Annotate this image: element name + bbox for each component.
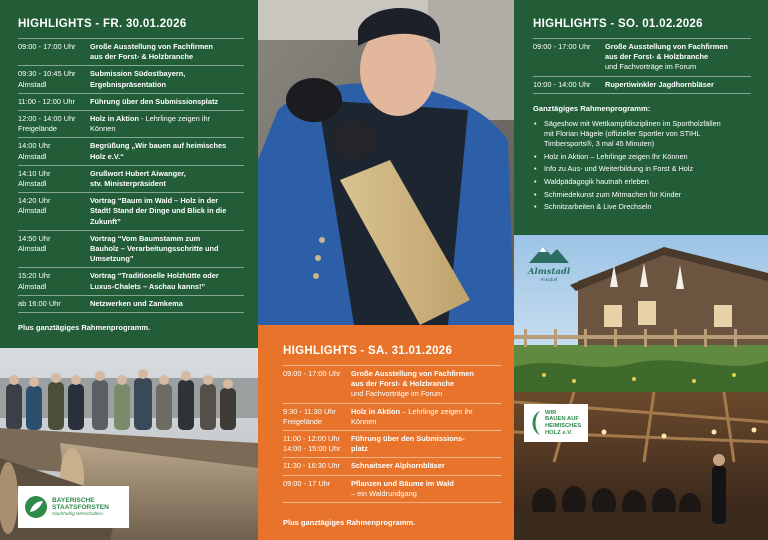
mountain-icon	[529, 243, 569, 263]
schedule-time: 11:30 - 16:30 Uhr	[283, 461, 340, 471]
schedule-event-title: Große Ausstellung von Fachfirmen aus der Forst- & Holzbranche	[351, 369, 474, 389]
schedule-row	[18, 295, 244, 313]
schedule-time: 09:00 - 17:00 Uhr	[18, 42, 76, 51]
schedule-event-title: Grußwort Hubert Aiwanger, stv. Ministerpräsident	[90, 168, 186, 189]
saturday-note: Plus ganztägiges Rahmenprogramm.	[283, 518, 416, 527]
schedule-row	[283, 475, 501, 503]
schedule-row	[18, 267, 244, 294]
friday-panel	[0, 0, 258, 348]
schedule-row	[18, 93, 244, 110]
schedule-time: 10:00 - 14:00 Uhr	[533, 79, 591, 89]
schedule-event-detail: – ein Waldrundgang	[351, 488, 417, 498]
schedule-event-title: Netzwerken und Zamkema	[90, 298, 183, 308]
schedule-event-detail: und Fachvorträge im Forum	[605, 62, 697, 72]
friday-note: Plus ganztägiges Rahmenprogramm.	[18, 323, 151, 332]
staatsforsten-leaf-icon	[24, 495, 48, 519]
schedule-row	[533, 76, 751, 94]
saturday-schedule	[283, 365, 501, 503]
schedule-event-title: Rupertiwinkler Jagdhornbläser	[605, 79, 714, 89]
saturday-panel	[258, 325, 514, 540]
schedule-event-title: Submission Südostbayern, Ergebnispräsentation	[90, 69, 186, 89]
schedule-event-title: Schnaitseer Alphornbläser	[351, 461, 445, 471]
almstadl-photo	[514, 235, 768, 392]
schedule-event-title: Große Ausstellung von Fachfirmen aus der Forst- & Holzbranche	[605, 42, 728, 62]
sunday-heading: HIGHLIGHTS - SO. 01.02.2026	[533, 18, 703, 30]
schedule-event	[90, 42, 244, 62]
schedule-event	[90, 299, 244, 309]
schedule-row	[18, 137, 244, 164]
schedule-event	[351, 461, 501, 471]
schedule-event	[605, 80, 751, 90]
schedule-time: 11:00 - 12:00 Uhr	[18, 96, 75, 106]
schedule-event	[351, 479, 501, 499]
staatsforsten-logo	[18, 486, 129, 528]
schedule-event-detail: – Lehrlinge zeigen ihr Können	[351, 406, 473, 426]
schedule-time: 09:00 - 17 Uhr	[283, 478, 331, 488]
schedule-event-title: Begrüßung „Wir bauen auf heimisches Holz e.V.“	[90, 141, 227, 161]
schedule-time: 9:30 - 11:30 Uhr Freigelände	[283, 406, 336, 426]
schedule-row	[18, 65, 244, 92]
event-hall-photo	[514, 392, 768, 540]
wir-bauen-text: WIR BAUEN AUF HEIMISCHES HOLZ e.V.	[545, 409, 582, 436]
schedule-time: 09:30 - 10:45 Uhr Almstadl	[18, 69, 76, 89]
saturday-heading: HIGHLIGHTS - SA. 31.01.2026	[283, 345, 453, 357]
wir-bauen-logo	[524, 404, 588, 442]
schedule-event-title: Große Ausstellung von Fachfirmen aus der Forst- & Holzbranche	[90, 42, 213, 62]
wood-leaf-icon	[528, 409, 542, 437]
schedule-time: 14:00 Uhr Almstadl	[18, 141, 51, 161]
schedule-event	[90, 196, 244, 227]
schedule-event	[351, 434, 501, 454]
schedule-event	[90, 69, 244, 89]
schedule-event-title: Vortrag “Vom Baumstamm zum Bauholz – Verarbeitungsschritte und Umsetzung”	[90, 233, 219, 264]
schedule-time: 11:00 - 12:00 Uhr 14:00 - 15:00 Uhr	[283, 434, 341, 454]
schedule-row	[18, 165, 244, 192]
schedule-event	[351, 407, 501, 427]
schedule-event	[90, 114, 244, 134]
schedule-event-title: Vortrag “Traditionelle Holzhütte oder Luxus-Chalets – Aschau kanns!”	[90, 271, 219, 291]
schedule-time: 15:20 Uhr Almstadl	[18, 271, 51, 291]
schedule-time: 09:00 - 17:00 Uhr	[533, 42, 591, 51]
program-title: Ganztägiges Rahmenprogramm:	[533, 104, 651, 113]
schedule-row	[18, 110, 244, 137]
program-item: • Sägeshow mit Wettkampfdisziplinen im Sportholzfällen mit Florian Hägele (offizieller Sportler von STIHL Timbersports®, 3 mal 45 Minuten)	[533, 119, 759, 149]
schedule-event-title: Holz in Aktion	[90, 114, 139, 124]
schedule-row	[18, 38, 244, 65]
schedule-event	[90, 141, 244, 161]
schedule-time: 14:50 Uhr Almstadl	[18, 233, 51, 254]
program-item: • Schmiedekunst zum Mitmachen für Kinder	[533, 190, 759, 200]
schedule-event	[90, 271, 244, 291]
foresters-photo	[0, 348, 258, 540]
schedule-event-detail: - Lehrlinge zeigen ihr Können	[90, 114, 211, 134]
apprentice-photo	[258, 0, 514, 325]
schedule-event-title: Holz in Aktion	[351, 406, 400, 416]
program-item: • Schnitzarbeiten & Live Drechseln	[533, 202, 759, 212]
sunday-schedule	[533, 38, 751, 94]
staatsforsten-name: BAYERISCHE STAATSFORSTEN	[52, 496, 109, 511]
schedule-row	[283, 457, 501, 474]
schedule-event-title: Vortrag “Baum im Wald – Holz in der Stadt! Stand der Dinge und Blick in die Zukunft”	[90, 196, 227, 226]
schedule-event	[90, 97, 244, 107]
program-list	[533, 119, 759, 215]
almstadl-logo-text: Almstadl	[527, 267, 571, 277]
schedule-time: 14:20 Uhr Almstadl	[18, 196, 51, 216]
schedule-event-title: Führung über den Submissionsplatz	[90, 96, 219, 106]
schedule-row	[283, 403, 501, 430]
schedule-row	[18, 192, 244, 230]
program-item: • Holz in Aktion – Lehrlinge zeigen Ihr Können	[533, 152, 759, 162]
schedule-row	[18, 230, 244, 268]
program-item: • Waldpädagogik hautnah erleben	[533, 177, 759, 187]
schedule-event	[90, 169, 244, 189]
program-item: • Info zu Aus- und Weiterbildung in Forst & Holz	[533, 164, 759, 174]
schedule-event-title: Pflanzen und Bäume im Wald	[351, 478, 454, 488]
schedule-row	[283, 430, 501, 457]
almstadl-logo	[522, 243, 576, 287]
schedule-time: 09:00 - 17:00 Uhr	[283, 369, 341, 378]
schedule-time: 14:10 Uhr Almstadl	[18, 168, 51, 189]
schedule-event-title: Führung über den Submissions- platz	[351, 434, 465, 454]
friday-heading: HIGHLIGHTS - FR. 30.01.2026	[18, 18, 187, 30]
almstadl-logo-sub: Frasdorf	[540, 277, 558, 282]
sunday-panel	[514, 0, 768, 235]
staatsforsten-claim: Nachhaltig Wirtschaften.	[52, 512, 104, 518]
schedule-event	[351, 369, 501, 400]
schedule-event	[605, 42, 751, 73]
schedule-event	[90, 234, 244, 265]
schedule-row	[283, 365, 501, 403]
friday-schedule	[18, 38, 244, 313]
schedule-time: ab 16:00 Uhr	[18, 298, 61, 308]
schedule-time: 12:00 - 14:00 Uhr Freigelände	[18, 114, 76, 134]
schedule-event-detail: und Fachvorträge im Forum	[351, 389, 443, 399]
schedule-row	[533, 38, 751, 76]
